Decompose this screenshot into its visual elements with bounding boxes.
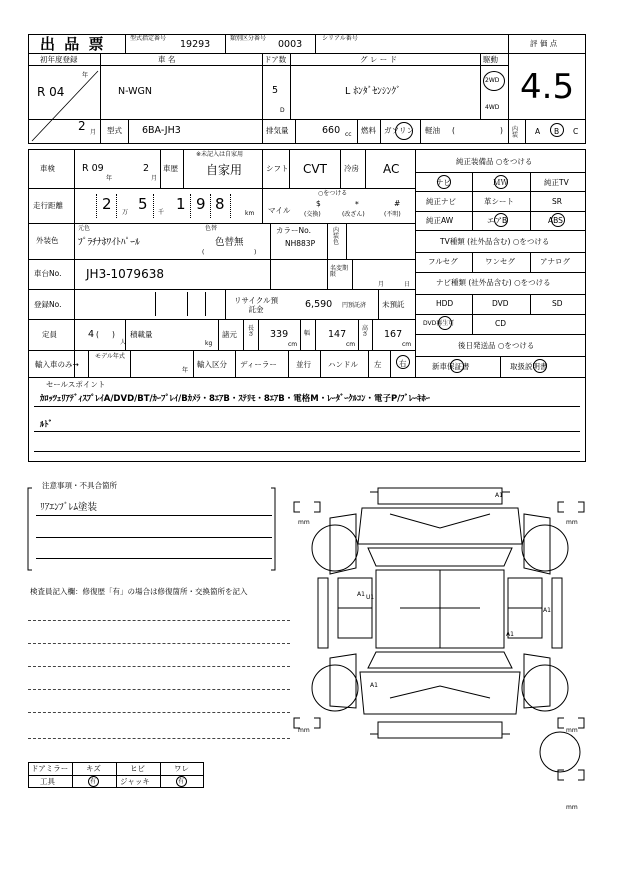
- motoiro: 元色: [78, 225, 91, 232]
- hidari: 左: [374, 360, 382, 369]
- recycle-label: リサイクル預託金: [234, 296, 278, 314]
- shogen-label: 諸元: [222, 330, 237, 339]
- doors-label: ドア数: [264, 55, 287, 64]
- sekisai-label: 積載量: [130, 330, 153, 339]
- damage-a1-roof: A1: [357, 591, 365, 598]
- kojitsu-setsumei: 取扱説明書: [510, 362, 548, 371]
- equip-title: 純正装備品 ○をつける: [456, 157, 533, 166]
- navi-dvd: DVD: [492, 299, 509, 308]
- meihen-hi: 日: [404, 281, 411, 288]
- model-nen: 年: [182, 367, 189, 374]
- odo-digit-2: 5: [138, 195, 148, 213]
- mile-opt-6: (不明): [384, 211, 401, 218]
- nenryo-label: 燃料: [361, 126, 376, 135]
- drive-2wd: 2WD: [485, 77, 500, 84]
- kanri-label: 型式指定番号: [130, 35, 167, 42]
- soko-label: 走行距離: [33, 201, 63, 210]
- shareki: 自家用: [206, 163, 243, 177]
- score: 4.5: [520, 67, 575, 107]
- naiso-iro: 内装色: [333, 227, 340, 246]
- navi-dvd-play: DVD再生可: [423, 320, 455, 327]
- tv-title: TV種類 (社外品含む) ○をつける: [440, 237, 550, 246]
- shareki-label: 車歴: [163, 164, 178, 173]
- recycle: 6,590: [305, 299, 333, 310]
- damage-a1-front: A1: [495, 492, 503, 499]
- odo-digit-5: 8: [215, 195, 225, 213]
- naiso-label: 内装: [512, 126, 519, 139]
- mile: マイル: [268, 206, 291, 215]
- damage-u1-roof: U1: [366, 594, 375, 601]
- naga-label: 長さ: [248, 325, 255, 338]
- navi-title: ナビ種類 (社外品含む) ○をつける: [436, 278, 551, 287]
- gasoline: ガソリン: [384, 126, 414, 135]
- katashiki: 6BA-JH3: [142, 125, 181, 136]
- legend-tool-val: 有: [90, 778, 97, 785]
- mm-label-fl: mm: [298, 519, 310, 526]
- equip-aw: 純正AW: [426, 216, 454, 225]
- naiso-b: B: [554, 127, 560, 136]
- sales-label: セールスポイント: [46, 380, 106, 389]
- height-cm: cm: [402, 341, 412, 348]
- shift: CVT: [303, 162, 327, 176]
- mile-opt-5: #: [394, 199, 401, 208]
- hyoka-label: 評 価 点: [530, 39, 558, 48]
- shareki-note: ※未記入は自家用: [196, 151, 244, 158]
- shamei-label: 車 名: [158, 55, 176, 64]
- width: 147: [328, 329, 347, 340]
- navi-cd: CD: [495, 319, 507, 328]
- gaiso-label: 外装色: [36, 236, 59, 245]
- grade-label: グ レ ー ド: [360, 55, 398, 64]
- damage-a1-rear-left: A1: [370, 682, 378, 689]
- equip-leather: 革シート: [484, 197, 514, 206]
- width-cm: cm: [346, 341, 356, 348]
- colorno-label: カラーNo.: [276, 226, 311, 235]
- katashiki-label: 型式: [107, 126, 122, 135]
- recycle-mi: 未預託: [382, 300, 405, 309]
- kudo-label: 駆動: [483, 55, 498, 64]
- tv-analog: アナログ: [540, 257, 570, 266]
- grade: L ﾎﾝﾀﾞｾﾝｼﾝｸﾞ: [345, 86, 401, 97]
- navi-hdd: HDD: [436, 299, 454, 308]
- teiin-paren-close: ): [112, 330, 115, 339]
- shaken-tsuki: 月: [151, 175, 158, 182]
- equip-navi: ナビ: [436, 178, 451, 187]
- equip-tv: 純正TV: [544, 178, 569, 187]
- legend-jack: ジャッキ: [120, 777, 150, 786]
- irogae-value: 色替無: [215, 237, 244, 248]
- color: ﾌﾟﾗﾁﾅﾎﾜｲﾄﾊﾟｰﾙ: [78, 237, 140, 248]
- legend-jack-val: 有: [178, 778, 185, 785]
- shaken-year: R 09: [82, 163, 104, 174]
- daiban: JH3-1079638: [86, 267, 164, 281]
- keiyu-paren-close: ): [500, 126, 503, 135]
- nendo-label: 初年度登録: [40, 55, 78, 64]
- recycle-unit: 円預託済: [342, 302, 367, 309]
- meihen-tsuki: 月: [378, 281, 385, 288]
- irogae-label: 色替: [205, 225, 218, 232]
- equip-abs: ABS: [548, 216, 563, 225]
- kg: kg: [205, 340, 213, 347]
- haba-label: 幅: [304, 330, 311, 337]
- mile-opt-4: (改ざん): [342, 211, 365, 218]
- equip-sr: SR: [552, 197, 562, 206]
- form-title: 出 品 票: [40, 35, 106, 53]
- nendo-tsuki: 月: [90, 129, 97, 136]
- door-d: D: [280, 107, 285, 114]
- km: km: [245, 210, 255, 217]
- nendo-nen: 年: [82, 72, 89, 79]
- notes-bracket: [26, 480, 286, 575]
- legend-ware: ワレ: [174, 764, 189, 773]
- keiyu: 軽油: [425, 126, 440, 135]
- ruibetsu-value: 0003: [278, 39, 303, 50]
- equip-mw: ＭＷ: [493, 178, 508, 187]
- equip-navi2: 純正ナビ: [426, 197, 456, 206]
- dealer: ディーラー: [240, 360, 277, 369]
- odo-digit-3: 1: [176, 195, 186, 213]
- length: 339: [270, 329, 289, 340]
- first-reg-year: R 04: [37, 85, 65, 99]
- naiso-c: C: [573, 127, 579, 136]
- meihen-label: 名変期限: [330, 265, 349, 278]
- nin: 人: [120, 339, 127, 346]
- yunyu-label: 輸入車のみ→: [35, 360, 79, 369]
- kojitsu-title: 後日発送品 ○をつける: [458, 341, 535, 350]
- ruibetsu-label: 類別区分番号: [230, 35, 267, 42]
- legend-hibi: ヒビ: [130, 764, 145, 773]
- shaken-nen: 年: [106, 175, 113, 182]
- inspector-note: 検査員記入欄：修復歴「有」の場合は修復箇所・交換箇所を記入: [30, 587, 248, 596]
- man: 万: [122, 209, 129, 216]
- shift-label: シフト: [266, 164, 289, 173]
- navi-sd: SD: [552, 299, 563, 308]
- tv-one: ワンセグ: [485, 257, 515, 266]
- cc: cc: [345, 131, 352, 138]
- teiin-label: 定員: [42, 330, 57, 339]
- sen: 千: [158, 209, 165, 216]
- taka-label: 高さ: [362, 325, 369, 338]
- shaken-month: 2: [143, 163, 150, 174]
- kanri-value: 19293: [180, 39, 211, 50]
- tsuke-note: ○をつける: [318, 190, 348, 197]
- notes-text: ﾘｱｴﾝﾌﾞﾚﾑ塗装: [40, 502, 98, 513]
- keiyu-paren-open: (: [452, 126, 455, 135]
- kojitsu-hosho: 新車保証書: [432, 362, 470, 371]
- equip-airb: エアB: [487, 216, 508, 225]
- car-name: N-WGN: [118, 86, 153, 97]
- mm-label-fr: mm: [566, 519, 578, 526]
- reibou-label: 冷房: [344, 164, 359, 173]
- teiin: 4: [88, 329, 95, 340]
- mm-label-spare: mm: [566, 804, 578, 811]
- sales-line-2: ﾙﾄﾞ: [40, 420, 53, 430]
- car-diagram: [290, 478, 590, 818]
- serial-label: シリアル番号: [322, 35, 358, 42]
- mile-opt-1: $: [316, 199, 321, 208]
- displacement: 660: [322, 125, 341, 136]
- length-cm: cm: [288, 341, 298, 348]
- migi: 右: [399, 359, 407, 368]
- handle: ハンドル: [328, 360, 358, 369]
- damage-a1-rear-right: A1: [506, 631, 514, 638]
- reibou: AC: [383, 162, 400, 176]
- sales-line-1: ｶﾛｯﾂｪﾘｱﾃﾞｨｽﾌﾟﾚｲA/DVD/BT/ｶｰﾌﾟﾚｲ/Bｶﾒﾗ・8ｴｱB・ｽﾃﾘﾓ・8ｴｱB・電格M・ﾚｰﾀﾞｰｸﾙｺﾝ・電子P/ﾌﾞﾚｰｷﾎｰ: [40, 394, 431, 404]
- height: 167: [384, 329, 403, 340]
- naiso-a: A: [535, 127, 541, 136]
- legend-kizu: キズ: [86, 764, 101, 773]
- mm-label-rl: mm: [298, 727, 310, 734]
- mile-opt-3: *: [355, 200, 359, 209]
- yunyu-kubun: 輸入区分: [197, 360, 227, 369]
- heiko: 並行: [296, 360, 311, 369]
- toroku-label: 登録No.: [34, 300, 62, 309]
- tv-full: フルセグ: [428, 257, 458, 266]
- drive-4wd: 4WD: [485, 104, 500, 111]
- odo-digit-4: 9: [196, 195, 206, 213]
- mile-opt-2: (交換): [304, 211, 321, 218]
- damage-a1-right: A1: [543, 607, 551, 614]
- irogae-paren-open: (: [202, 249, 205, 256]
- daiban-label: 車台No.: [34, 269, 62, 278]
- haiki-label: 排気量: [266, 126, 289, 135]
- legend-mirror: ドアミラー: [31, 764, 69, 773]
- odo-digit-1: 2: [102, 195, 112, 213]
- shaken-label: 車検: [40, 164, 55, 173]
- teiin-paren-open: (: [96, 330, 99, 339]
- mm-label-rr: mm: [566, 727, 578, 734]
- colorno: NH883P: [285, 239, 316, 248]
- model-label: モデル年式: [95, 353, 125, 360]
- first-reg-month: 2: [78, 119, 86, 133]
- notes-title: 注意事項・不具合箇所: [42, 481, 117, 490]
- legend-tool: 工具: [40, 777, 55, 786]
- irogae-paren-close: ): [254, 249, 257, 256]
- door-count: 5: [272, 85, 279, 96]
